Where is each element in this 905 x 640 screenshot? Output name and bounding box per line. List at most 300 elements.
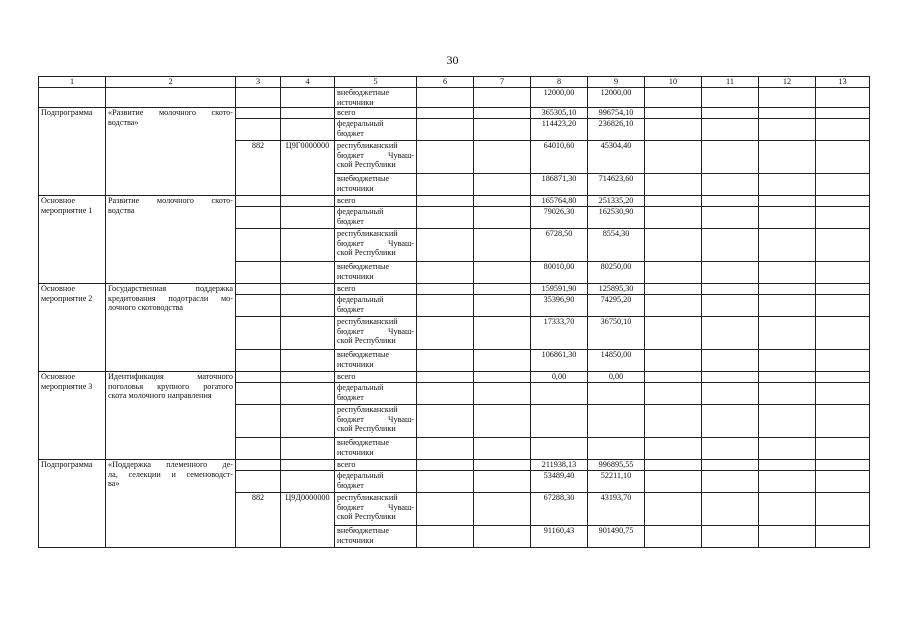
funding-source-cell xyxy=(335,174,417,196)
funding-label: ской Республики xyxy=(337,336,396,346)
cell xyxy=(417,295,474,317)
column-header: 9 xyxy=(588,77,645,88)
cell xyxy=(474,383,531,405)
funding-source-cell xyxy=(335,88,417,108)
funding-label: внебюджетные xyxy=(337,350,390,360)
cell xyxy=(281,350,335,372)
item-name-line: ла, селекции и семеноводст- xyxy=(108,469,233,479)
item-type-cell xyxy=(39,196,106,284)
funding-label: бюджет xyxy=(337,216,364,226)
funding-source-cell xyxy=(335,471,417,493)
column-header: 4 xyxy=(281,77,335,88)
cell xyxy=(645,295,702,317)
column-header: 1 xyxy=(39,77,106,88)
cell xyxy=(702,88,759,108)
page-number: 30 xyxy=(446,53,459,67)
funding-source-cell xyxy=(335,141,417,174)
cell xyxy=(816,317,870,350)
cell xyxy=(474,88,531,108)
cell xyxy=(759,471,816,493)
funding-label: ской Республики xyxy=(337,160,396,170)
cell xyxy=(645,317,702,350)
cell xyxy=(236,383,281,405)
value-cell: 80010,00 xyxy=(531,262,588,284)
cell xyxy=(816,284,870,295)
item-name-line: «Поддержка племенного де- xyxy=(108,460,233,470)
item-type-label: мероприятие 2 xyxy=(41,293,93,303)
header-row xyxy=(39,77,870,88)
cell xyxy=(236,262,281,284)
cell xyxy=(474,108,531,119)
value-cell: 14850,00 xyxy=(588,350,645,372)
item-type-label: Основное xyxy=(41,196,76,206)
cell xyxy=(281,108,335,119)
cell xyxy=(236,460,281,471)
funding-label: республиканский xyxy=(337,229,398,239)
funding-label: внебюджетные xyxy=(337,88,390,97)
value-cell: 17333,70 xyxy=(531,317,588,350)
funding-source-cell xyxy=(335,108,417,119)
funding-label: бюджет xyxy=(337,304,364,314)
cell xyxy=(645,405,702,438)
cell xyxy=(759,88,816,108)
cell xyxy=(816,526,870,548)
cell xyxy=(759,196,816,207)
funding-label: республиканский xyxy=(337,405,398,415)
funding-label: бюджет xyxy=(337,480,364,490)
funding-source-cell xyxy=(335,372,417,383)
cell xyxy=(702,141,759,174)
cell xyxy=(702,526,759,548)
cell xyxy=(281,405,335,438)
value-cell: 80250,00 xyxy=(588,262,645,284)
cell xyxy=(702,196,759,207)
funding-label: бюджет Чуваш- xyxy=(337,238,414,248)
value-cell: 52211,10 xyxy=(588,471,645,493)
cell xyxy=(816,372,870,383)
funding-label: источники xyxy=(337,97,374,107)
column-header: 2 xyxy=(106,77,236,88)
cell xyxy=(702,383,759,405)
funding-label: бюджет Чуваш- xyxy=(337,150,414,160)
cell xyxy=(645,460,702,471)
funding-source-cell xyxy=(335,526,417,548)
cell xyxy=(417,262,474,284)
cell xyxy=(106,88,236,108)
funding-source-cell xyxy=(335,405,417,438)
cell xyxy=(759,119,816,141)
funding-label: всего xyxy=(337,196,356,206)
value-cell: 251335,20 xyxy=(588,196,645,207)
cell xyxy=(474,284,531,295)
funding-label: ской Республики xyxy=(337,512,396,522)
cell xyxy=(645,471,702,493)
funding-source-cell xyxy=(335,119,417,141)
table-row xyxy=(39,284,870,295)
code-cell: Ц9Д0000000 xyxy=(281,493,335,548)
cell xyxy=(645,141,702,174)
item-type-cell xyxy=(39,108,106,196)
funding-label: внебюджетные xyxy=(337,262,390,272)
cell xyxy=(816,174,870,196)
item-name-line: Идентификация маточного xyxy=(108,372,233,382)
column-header: 7 xyxy=(474,77,531,88)
value-cell: 8554,30 xyxy=(588,229,645,262)
value-cell: 35396,90 xyxy=(531,295,588,317)
cell xyxy=(702,284,759,295)
cell xyxy=(474,196,531,207)
cell xyxy=(417,526,474,548)
funding-label: источники xyxy=(337,447,374,457)
item-type-label: мероприятие 1 xyxy=(41,205,93,215)
item-type-label: Подпрограмма xyxy=(41,460,93,470)
cell xyxy=(474,207,531,229)
cell xyxy=(702,295,759,317)
funding-label: федеральный xyxy=(337,471,384,481)
cell xyxy=(417,460,474,471)
cell xyxy=(474,372,531,383)
cell xyxy=(474,526,531,548)
value-cell xyxy=(531,438,588,460)
funding-label: внебюджетные xyxy=(337,526,390,536)
funding-source-cell xyxy=(335,438,417,460)
cell xyxy=(816,405,870,438)
cell xyxy=(417,174,474,196)
cell xyxy=(645,493,702,526)
item-name-cell xyxy=(106,284,236,372)
value-cell: 365305,10 xyxy=(531,108,588,119)
cell xyxy=(816,262,870,284)
cell xyxy=(236,438,281,460)
cell xyxy=(236,207,281,229)
cell xyxy=(759,372,816,383)
funding-label: бюджет Чуваш- xyxy=(337,502,414,512)
cell xyxy=(759,295,816,317)
cell xyxy=(816,88,870,108)
cell xyxy=(702,493,759,526)
cell xyxy=(702,405,759,438)
cell xyxy=(281,262,335,284)
value-cell: 43193,70 xyxy=(588,493,645,526)
cell xyxy=(281,284,335,295)
column-header: 11 xyxy=(702,77,759,88)
cell xyxy=(281,383,335,405)
value-cell: 714623,60 xyxy=(588,174,645,196)
funding-label: республиканский xyxy=(337,493,398,503)
cell xyxy=(281,119,335,141)
cell xyxy=(417,350,474,372)
cell xyxy=(236,372,281,383)
funding-label: бюджет Чуваш- xyxy=(337,326,414,336)
cell xyxy=(702,207,759,229)
cell xyxy=(759,405,816,438)
funding-source-cell xyxy=(335,207,417,229)
cell xyxy=(236,317,281,350)
code-cell: 882 xyxy=(236,141,281,196)
value-cell: 64010,60 xyxy=(531,141,588,174)
cell xyxy=(417,284,474,295)
value-cell: 165764,80 xyxy=(531,196,588,207)
funding-source-cell xyxy=(335,350,417,372)
cell xyxy=(474,295,531,317)
value-cell: 996754,10 xyxy=(588,108,645,119)
cell xyxy=(759,350,816,372)
funding-label: всего xyxy=(337,284,356,294)
cell xyxy=(759,284,816,295)
item-type-cell xyxy=(39,460,106,548)
cell xyxy=(816,460,870,471)
cell xyxy=(816,383,870,405)
item-type-label: Основное xyxy=(41,372,76,382)
cell xyxy=(645,438,702,460)
value-cell: 186871,30 xyxy=(531,174,588,196)
funding-label: всего xyxy=(337,108,356,118)
funding-label: бюджет xyxy=(337,392,364,402)
value-cell: 114423,20 xyxy=(531,119,588,141)
cell xyxy=(645,229,702,262)
cell xyxy=(645,174,702,196)
cell xyxy=(645,262,702,284)
cell xyxy=(281,438,335,460)
cell xyxy=(702,119,759,141)
cell xyxy=(816,438,870,460)
cell xyxy=(759,526,816,548)
funding-label: федеральный xyxy=(337,295,384,305)
funding-label: источники xyxy=(337,183,374,193)
value-cell: 106861,30 xyxy=(531,350,588,372)
cell xyxy=(474,405,531,438)
value-cell xyxy=(588,383,645,405)
value-cell xyxy=(531,383,588,405)
funding-source-cell xyxy=(335,262,417,284)
item-type-label: мероприятие 3 xyxy=(41,381,93,391)
value-cell: 67288,30 xyxy=(531,493,588,526)
cell xyxy=(236,88,281,108)
code-cell: Ц9Г0000000 xyxy=(281,141,335,196)
cell xyxy=(645,526,702,548)
cell xyxy=(417,141,474,174)
item-name-line: поголовья крупного рогатого xyxy=(108,381,233,391)
funding-label: всего xyxy=(337,460,356,470)
cell xyxy=(417,108,474,119)
value-cell: 53489,40 xyxy=(531,471,588,493)
value-cell: 901490,75 xyxy=(588,526,645,548)
cell xyxy=(474,174,531,196)
item-name-line: Развитие молочного ското- xyxy=(108,196,233,206)
item-name-line: «Развитие молочного ското- xyxy=(108,108,233,118)
code-cell: 882 xyxy=(236,493,281,548)
funding-source-cell xyxy=(335,383,417,405)
cell xyxy=(417,372,474,383)
cell xyxy=(281,471,335,493)
value-cell: 6728,50 xyxy=(531,229,588,262)
table-row xyxy=(39,196,870,207)
funding-source-cell xyxy=(335,460,417,471)
value-cell: 36750,10 xyxy=(588,317,645,350)
cell xyxy=(417,493,474,526)
cell xyxy=(702,438,759,460)
cell xyxy=(759,207,816,229)
cell xyxy=(281,295,335,317)
funding-source-cell xyxy=(335,284,417,295)
cell xyxy=(236,350,281,372)
cell xyxy=(816,493,870,526)
value-cell: 211938,13 xyxy=(531,460,588,471)
cell xyxy=(236,196,281,207)
value-cell: 0,00 xyxy=(588,372,645,383)
item-name-line: лочного скотоводства xyxy=(108,303,184,313)
cell xyxy=(281,196,335,207)
funding-label: всего xyxy=(337,372,356,382)
cell xyxy=(417,196,474,207)
cell xyxy=(417,438,474,460)
cell xyxy=(816,350,870,372)
cell xyxy=(816,119,870,141)
cell xyxy=(816,229,870,262)
table-row xyxy=(39,460,870,471)
cell xyxy=(281,88,335,108)
cell xyxy=(816,141,870,174)
funding-label: источники xyxy=(337,359,374,369)
cell xyxy=(645,119,702,141)
cell xyxy=(702,174,759,196)
cell xyxy=(474,119,531,141)
value-cell xyxy=(588,405,645,438)
value-cell: 159591,90 xyxy=(531,284,588,295)
cell xyxy=(474,317,531,350)
funding-label: республиканский xyxy=(337,317,398,327)
cell xyxy=(759,174,816,196)
funding-label: федеральный xyxy=(337,383,384,393)
cell xyxy=(236,284,281,295)
table-row xyxy=(39,372,870,383)
item-name-line: скота молочного направления xyxy=(108,391,212,401)
column-header: 8 xyxy=(531,77,588,88)
funding-label: федеральный xyxy=(337,119,384,129)
cell xyxy=(702,350,759,372)
cell xyxy=(759,317,816,350)
table-row xyxy=(39,88,870,108)
cell xyxy=(39,88,106,108)
budget-table xyxy=(38,76,870,548)
cell xyxy=(281,207,335,229)
cell xyxy=(474,262,531,284)
cell xyxy=(702,262,759,284)
cell xyxy=(645,88,702,108)
item-name-line: Государственная поддержка xyxy=(108,284,233,294)
cell xyxy=(645,383,702,405)
funding-label: внебюджетные xyxy=(337,174,390,184)
cell xyxy=(281,460,335,471)
cell xyxy=(236,229,281,262)
funding-label: бюджет Чуваш- xyxy=(337,414,414,424)
column-header: 12 xyxy=(759,77,816,88)
cell xyxy=(702,372,759,383)
cell xyxy=(474,141,531,174)
cell xyxy=(236,295,281,317)
value-cell xyxy=(531,405,588,438)
cell xyxy=(645,196,702,207)
item-name-cell xyxy=(106,372,236,460)
cell xyxy=(816,471,870,493)
cell xyxy=(759,108,816,119)
value-cell: 236826,10 xyxy=(588,119,645,141)
value-cell: 91160,43 xyxy=(531,526,588,548)
value-cell: 12000,00 xyxy=(588,88,645,108)
value-cell: 74295,20 xyxy=(588,295,645,317)
cell xyxy=(417,88,474,108)
cell xyxy=(417,119,474,141)
cell xyxy=(645,108,702,119)
cell xyxy=(474,438,531,460)
item-type-cell xyxy=(39,284,106,372)
cell xyxy=(759,438,816,460)
funding-source-cell xyxy=(335,317,417,350)
cell xyxy=(417,405,474,438)
funding-label: внебюджетные xyxy=(337,438,390,448)
item-type-cell xyxy=(39,372,106,460)
value-cell: 12000,00 xyxy=(531,88,588,108)
item-name-line: кредитования подотрасли мо- xyxy=(108,293,233,303)
item-name-line: водства» xyxy=(108,117,139,127)
value-cell: 996895,55 xyxy=(588,460,645,471)
cell xyxy=(281,372,335,383)
cell xyxy=(417,317,474,350)
value-cell: 0,00 xyxy=(531,372,588,383)
table-row xyxy=(39,108,870,119)
column-header: 13 xyxy=(816,77,870,88)
item-type-label: Основное xyxy=(41,284,76,294)
column-header: 6 xyxy=(417,77,474,88)
cell xyxy=(236,108,281,119)
cell xyxy=(417,471,474,493)
funding-source-cell xyxy=(335,493,417,526)
column-header: 10 xyxy=(645,77,702,88)
cell xyxy=(236,471,281,493)
cell xyxy=(236,405,281,438)
cell xyxy=(281,229,335,262)
cell xyxy=(417,229,474,262)
item-type-label: Подпрограмма xyxy=(41,108,93,118)
cell xyxy=(759,460,816,471)
cell xyxy=(816,196,870,207)
cell xyxy=(702,317,759,350)
cell xyxy=(702,108,759,119)
cell xyxy=(474,229,531,262)
cell xyxy=(236,119,281,141)
cell xyxy=(474,471,531,493)
value-cell: 79026,30 xyxy=(531,207,588,229)
value-cell xyxy=(588,438,645,460)
column-header: 5 xyxy=(335,77,417,88)
cell xyxy=(759,141,816,174)
cell xyxy=(645,284,702,295)
item-name-cell xyxy=(106,108,236,196)
cell xyxy=(759,383,816,405)
cell xyxy=(702,229,759,262)
cell xyxy=(759,229,816,262)
item-name-cell xyxy=(106,460,236,548)
value-cell: 125895,30 xyxy=(588,284,645,295)
cell xyxy=(474,350,531,372)
cell xyxy=(474,460,531,471)
funding-label: бюджет xyxy=(337,128,364,138)
cell xyxy=(281,317,335,350)
cell xyxy=(417,207,474,229)
item-name-line: водства xyxy=(108,205,135,215)
cell xyxy=(645,207,702,229)
funding-label: ской Республики xyxy=(337,248,396,258)
